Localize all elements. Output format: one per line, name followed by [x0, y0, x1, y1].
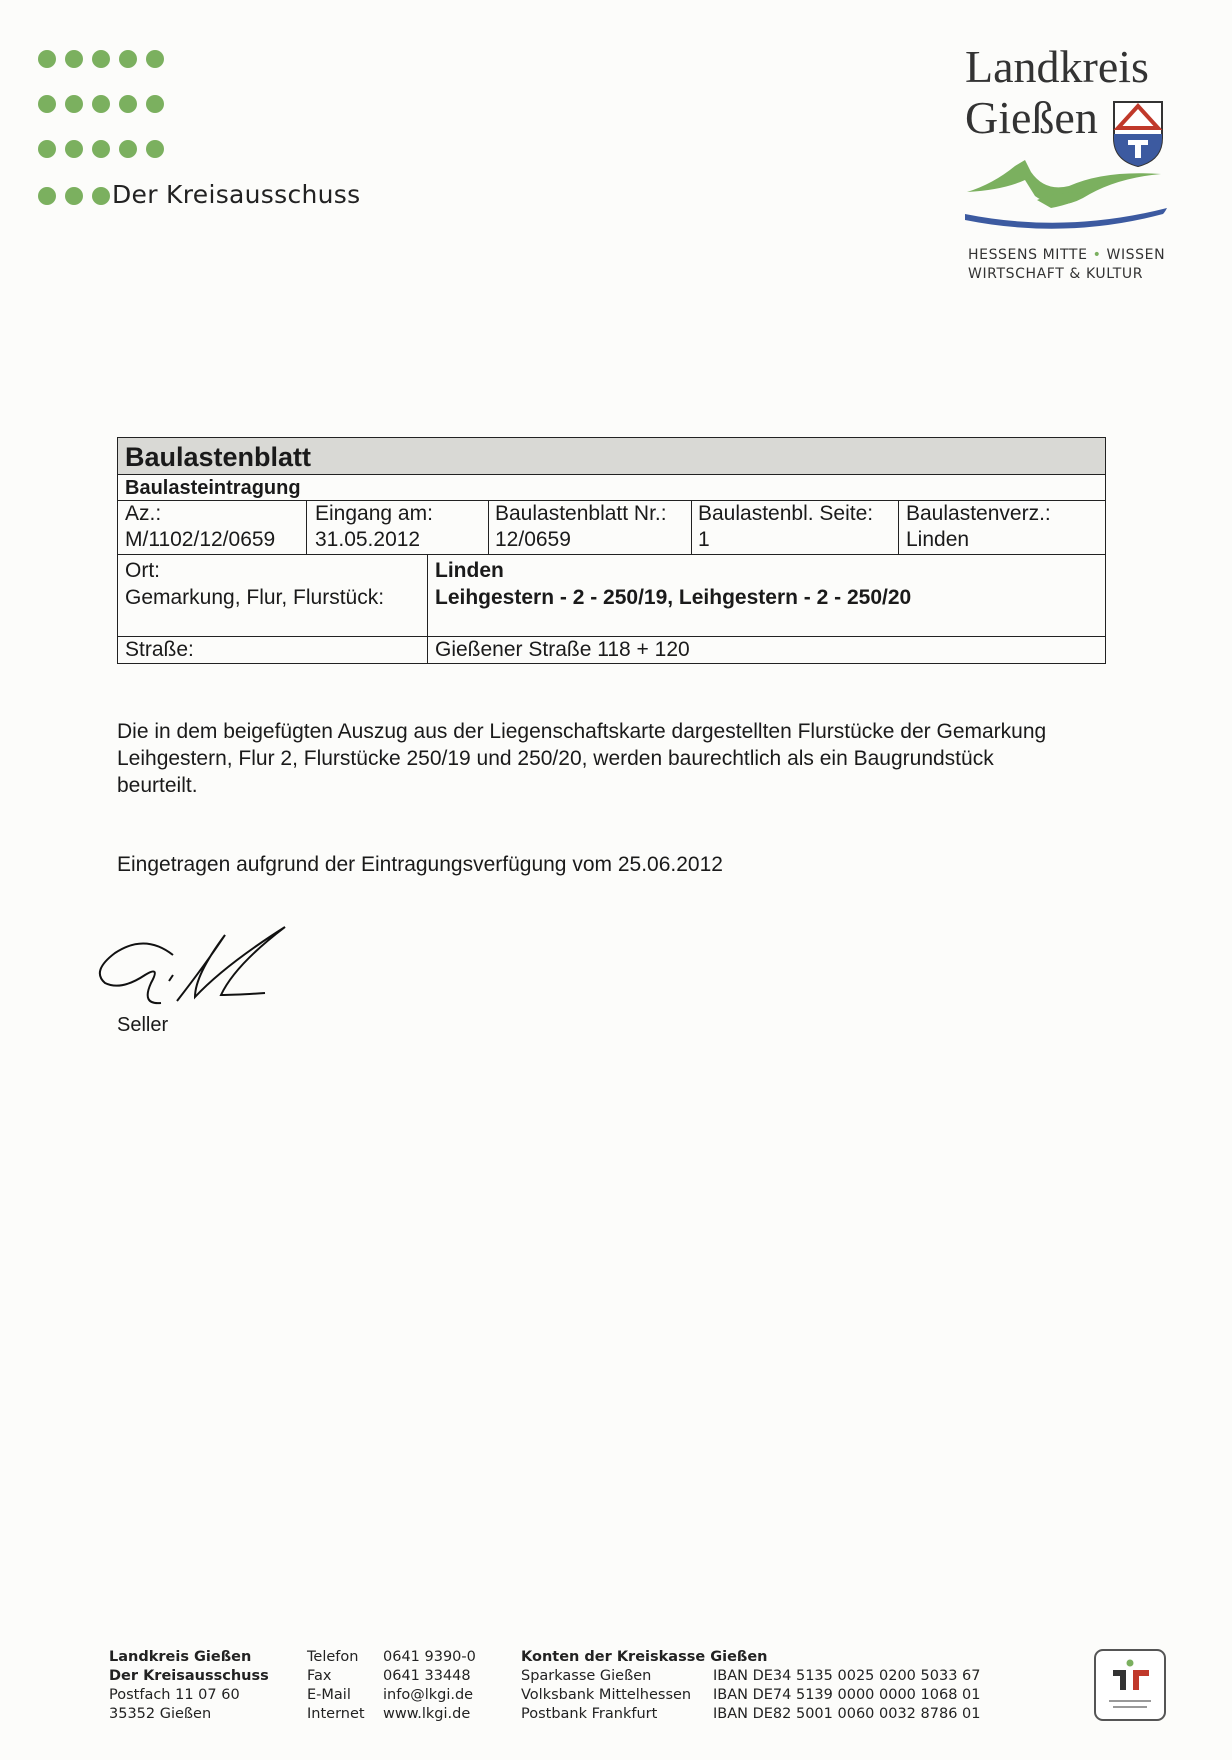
footer-fax-label: Fax: [307, 1668, 332, 1684]
baulastenblatt-table: [117, 437, 1106, 664]
logo-dot: [146, 95, 164, 113]
ort-value: Linden: [435, 559, 504, 582]
body-paragraph: Die in dem beigefügten Auszug aus der Liegenschaftskarte dargestellten Flurstücke der Gemarkung Leihgestern, Flur 2, Flurstücke 250/19 und 250/20, werden baurechtlich als ein Baugrundstück beurteilt.: [117, 720, 1047, 797]
footer-city: 35352 Gießen: [109, 1706, 212, 1722]
logo-dot: [38, 50, 56, 68]
footer-tel-value: 0641 9390-0: [383, 1649, 476, 1665]
verz-label: Baulastenverz.:: [906, 502, 1051, 525]
gemarkung-label: Gemarkung, Flur, Flurstück:: [125, 586, 385, 609]
table-divider: [691, 500, 692, 554]
strasse-label: Straße:: [125, 638, 194, 661]
eingang-label: Eingang am:: [315, 502, 433, 525]
footer-bank-3: Postbank Frankfurt: [521, 1706, 658, 1722]
table-subtitle: Baulasteintragung: [125, 477, 301, 499]
logo-dot: [38, 187, 56, 205]
tagline-dot: •: [1092, 247, 1102, 263]
footer-iban-3: IBAN DE82 5001 0060 0032 8786 01: [713, 1706, 981, 1722]
footer-contact-labels: [307, 1648, 365, 1724]
logo-dot: [92, 187, 110, 205]
footer-iban-2: IBAN DE74 5139 0000 0000 1068 01: [713, 1687, 981, 1703]
blatt-nr-label: Baulastenblatt Nr.:: [495, 502, 667, 525]
signature-icon: [85, 925, 295, 1025]
ort-label: Ort:: [125, 559, 160, 582]
logo-dot: [92, 95, 110, 113]
footer-org-sub: Der Kreisausschuss: [109, 1668, 269, 1684]
footer-postfach: Postfach 11 07 60: [109, 1687, 240, 1703]
logo-dot: [146, 50, 164, 68]
logo-dot: [119, 95, 137, 113]
table-divider: [118, 554, 1105, 555]
footer-konten-title: Konten der Kreiskasse Gießen: [521, 1649, 768, 1665]
landscape-swoosh-icon: [965, 152, 1170, 236]
logo-dot: [119, 140, 137, 158]
logo-dot: [65, 187, 83, 205]
az-label: Az.:: [125, 502, 162, 525]
footer-ibans: [713, 1667, 980, 1724]
logo-dot: [119, 50, 137, 68]
footer-contact-values: [383, 1648, 476, 1724]
logo-dot: [65, 95, 83, 113]
logo-landkreis-text: Landkreis: [965, 41, 1149, 92]
table-divider: [898, 500, 899, 554]
footer-fax-value: 0641 33448: [383, 1668, 471, 1684]
tagline-wissen: WISSEN: [1106, 247, 1166, 263]
logo-dot: [92, 140, 110, 158]
footer-address: [109, 1648, 269, 1724]
footer-bank-2: Volksbank Mittelhessen: [521, 1687, 692, 1703]
footer-iban-1: IBAN DE34 5135 0025 0200 5033 67: [713, 1668, 981, 1684]
tagline-hessens-mitte: HESSENS MITTE: [968, 247, 1088, 263]
table-title: Baulastenblatt: [125, 442, 312, 472]
table-divider: [427, 554, 428, 664]
footer-web-link[interactable]: www.lkgi.de: [383, 1706, 471, 1722]
logo-giessen-text: Gießen: [965, 92, 1098, 143]
logo-tagline-2: WIRTSCHAFT & KULTUR: [968, 266, 1144, 282]
logo-dot: [65, 50, 83, 68]
footer-org-name: Landkreis Gießen: [109, 1649, 252, 1665]
seite-value: 1: [698, 528, 710, 551]
table-divider: [488, 500, 489, 554]
footer-mail-label: E-Mail: [307, 1687, 351, 1703]
footer-web-label: Internet: [307, 1706, 365, 1722]
logo-dot: [38, 95, 56, 113]
logo-tagline-1: [968, 247, 1165, 263]
logo-dot: [65, 140, 83, 158]
gemarkung-value: Leihgestern - 2 - 250/19, Leihgestern - 2 - 250/20: [435, 586, 912, 609]
logo-dot: [92, 50, 110, 68]
strasse-value: Gießener Straße 118 + 120: [435, 638, 690, 661]
seite-label: Baulastenbl. Seite:: [698, 502, 874, 525]
logo-dot: [38, 140, 56, 158]
footer-tel-label: Telefon: [307, 1649, 359, 1665]
signer-name: Seller: [117, 1014, 169, 1036]
footer-bank-1: Sparkasse Gießen: [521, 1668, 652, 1684]
eingang-value: 31.05.2012: [315, 528, 421, 551]
verz-value: Linden: [906, 528, 970, 551]
logo-dot: [146, 140, 164, 158]
certificate-badge-icon: [1093, 1648, 1167, 1722]
footer-mail-link[interactable]: info@lkgi.de: [383, 1687, 474, 1703]
eintragungsverfuegung-text: Eingetragen aufgrund der Eintragungsverfügung vom 25.06.2012: [117, 853, 723, 876]
blatt-nr-value: 12/0659: [495, 528, 571, 551]
table-divider: [306, 500, 307, 554]
az-value: M/1102/12/0659: [125, 528, 276, 551]
kreisausschuss-label: Der Kreisausschuss: [112, 180, 361, 209]
